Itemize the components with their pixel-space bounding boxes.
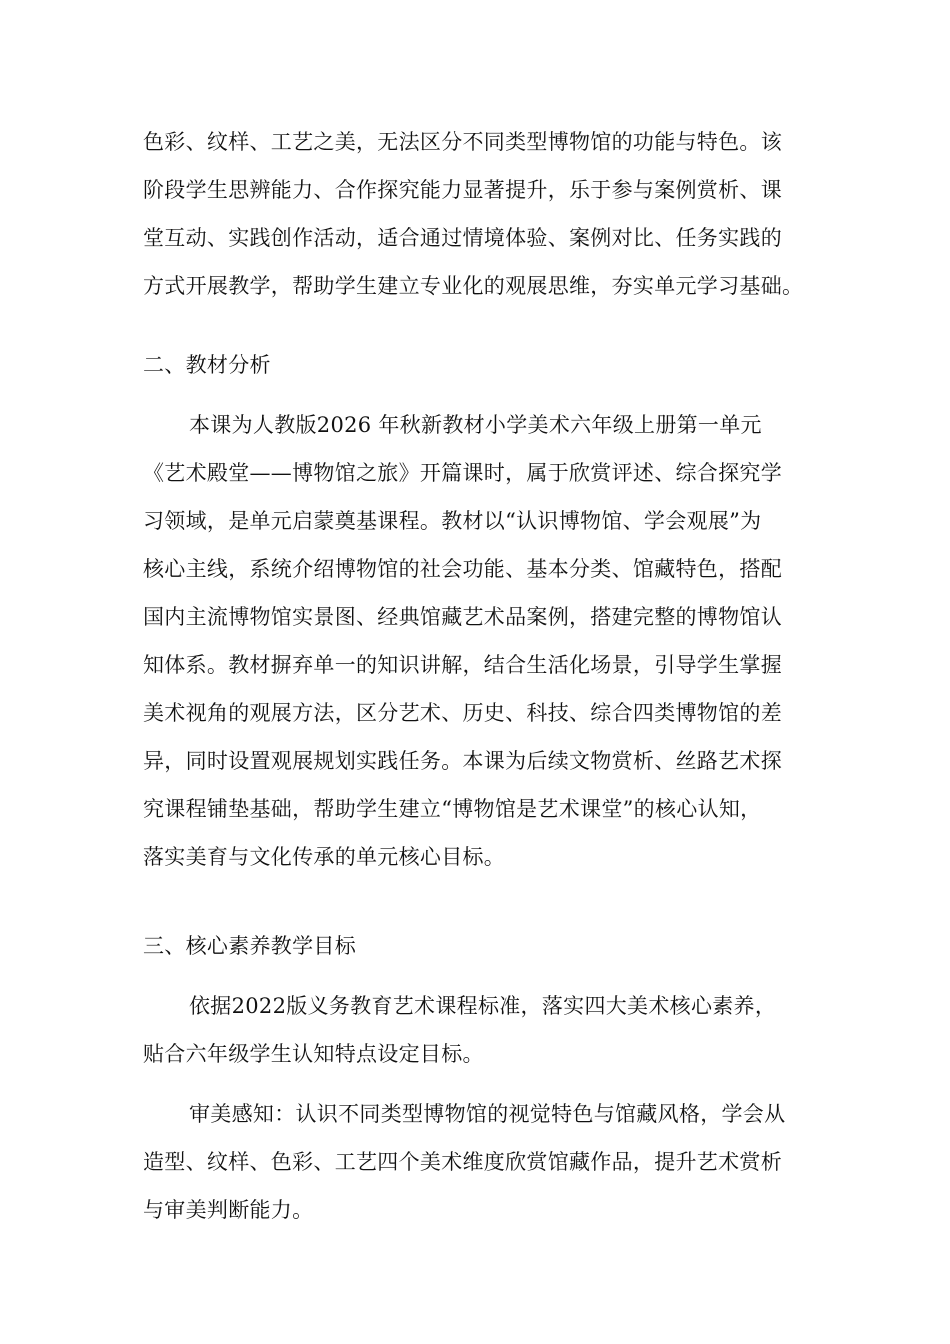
paragraph-line: 习领域，是单元启蒙奠基课程。教材以“认识博物馆、学会观展”为 [143,509,762,533]
section-heading: 三、核心素养教学目标 [143,934,356,958]
paragraph-line: 异，同时设置观展规划实践任务。本课为后续文物赏析、丝路艺术探 [143,749,782,773]
paragraph-line: 本课为人教版2026 年秋新教材小学美术六年级上册第一单元 [189,413,762,437]
paragraph-line: 色彩、纹样、工艺之美，无法区分不同类型博物馆的功能与特色。该 [143,130,782,154]
paragraph-line: 方式开展教学，帮助学生建立专业化的观展思维，夯实单元学习基础。 [143,274,804,298]
paragraph-line: 美术视角的观展方法，区分艺术、历史、科技、综合四类博物馆的差 [143,701,782,725]
paragraph-line: 堂互动、实践创作活动，适合通过情境体验、案例对比、任务实践的 [143,226,782,250]
paragraph-line: 《艺术殿堂——博物馆之旅》开篇课时，属于欣赏评述、综合探究学 [143,461,782,485]
paragraph-line: 知体系。教材摒弃单一的知识讲解，结合生活化场景，引导学生掌握 [143,653,782,677]
paragraph-line: 核心主线，系统介绍博物馆的社会功能、基本分类、馆藏特色，搭配 [143,557,782,581]
paragraph-line: 造型、纹样、色彩、工艺四个美术维度欣赏馆藏作品，提升艺术赏析 [143,1150,782,1174]
section-heading: 二、教材分析 [143,353,271,377]
paragraph-line: 国内主流博物馆实景图、经典馆藏艺术品案例，搭建完整的博物馆认 [143,605,782,629]
paragraph-line: 与审美判断能力。 [143,1198,314,1222]
paragraph-line: 依据2022版义务教育艺术课程标准，落实四大美术核心素养， [189,994,777,1018]
paragraph-line: 究课程铺垫基础，帮助学生建立“博物馆是艺术课堂”的核心认知， [143,797,762,821]
paragraph-line: 落实美育与文化传承的单元核心目标。 [143,845,506,869]
paragraph-line: 阶段学生思辨能力、合作探究能力显著提升，乐于参与案例赏析、课 [143,178,782,202]
paragraph-line: 贴合六年级学生认知特点设定目标。 [143,1042,484,1066]
paragraph-line: 审美感知：认识不同类型博物馆的视觉特色与馆藏风格，学会从 [189,1102,786,1126]
